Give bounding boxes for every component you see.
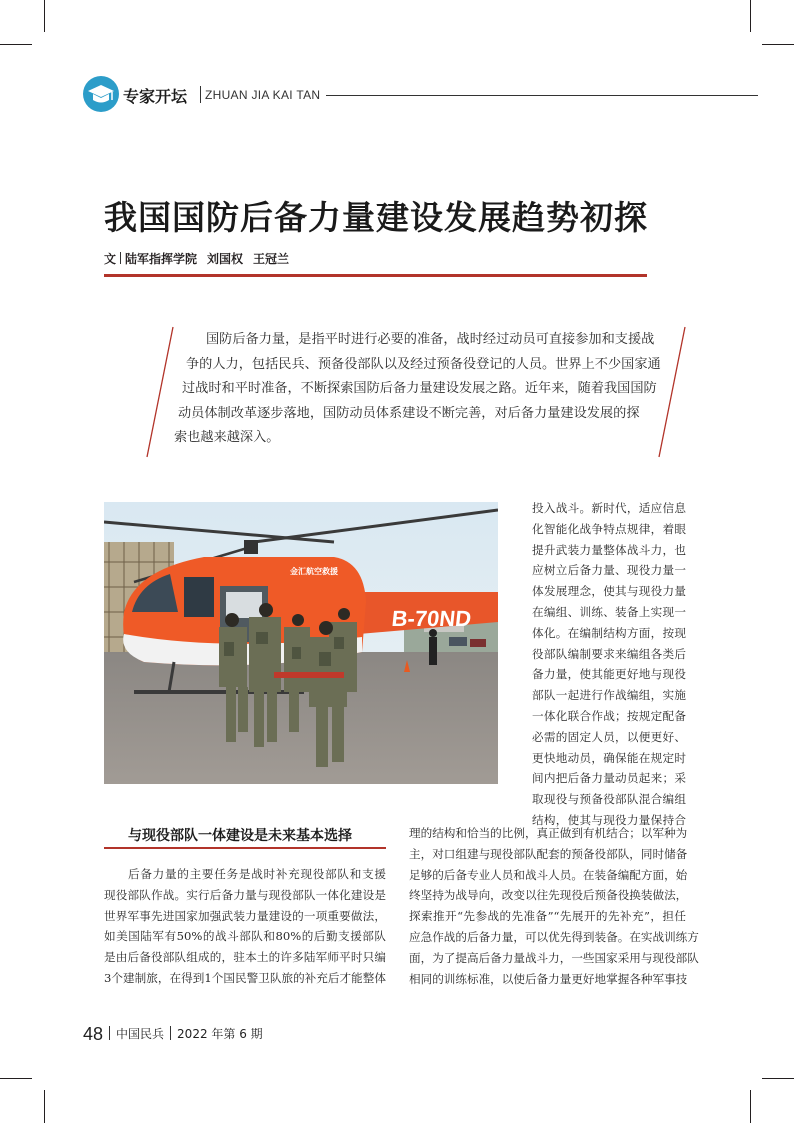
text-line: 后备力量的主要任务是战时补充现役部队和支援 — [128, 867, 386, 881]
section-heading: 与现役部队一体建设是未来基本选择 — [128, 828, 352, 844]
page-number: 48 — [83, 1024, 104, 1044]
text-line: 一体化联合作战；按规定配备 — [532, 708, 686, 723]
graduation-cap-icon — [83, 76, 119, 112]
right-column — [532, 498, 686, 831]
text-line: 相同的训练标准，以使后备力量更好地掌握各种军事技 — [409, 971, 688, 986]
magazine-name: 中国民兵 — [116, 1027, 165, 1041]
text-line: 世界军事先进国家加强武装力量建设的一项重要做法， — [104, 908, 386, 923]
crop-mark — [44, 0, 45, 32]
author-affiliation: 陆军指挥学院 — [125, 252, 198, 266]
text-line: 体化。在编制结构方面，按现 — [532, 625, 686, 640]
abstract-line: 争的人力，包括民兵、预备役部队以及经过预备役登记的人员。世界上不少国家通 — [186, 356, 661, 372]
helicopter-logo-text: 金汇航空救援 — [290, 567, 338, 576]
text-line: 投入战斗。新时代，适应信息 — [532, 501, 686, 515]
crop-mark — [0, 44, 32, 45]
text-line: 体发展理念，使其与现役力量 — [532, 584, 686, 599]
text-line: 化智能化战争特点规律，着眼 — [532, 521, 686, 536]
text-line: 必需的固定人员，以便更好、 — [532, 729, 686, 744]
text-line: 终坚持为战导向，改变以往先现役后预备役换装做法， — [409, 888, 688, 903]
text-line: 应急作战的后备力量，可以优先得到装备。在实战训练方 — [409, 929, 699, 944]
crop-mark — [762, 1078, 794, 1079]
abstract-line: 过战时和平时准备，不断探索国防后备力量建设发展之路。近年来，随着我国国防 — [182, 381, 657, 396]
text-line: 备力量，使其能更好地与现役 — [532, 667, 686, 682]
article-photo — [104, 502, 498, 784]
section-name: 专家开坛 — [123, 87, 188, 106]
text-line: 役部队编制要求来编组各类后 — [532, 646, 686, 661]
crop-mark — [762, 44, 794, 45]
text-line: 主，对口组建与现役部队配套的预备役部队，同时储备 — [409, 846, 688, 861]
text-line: 是由后备役部队组成的，驻本土的许多陆军师平时只编 — [104, 950, 386, 965]
crop-mark — [44, 1090, 45, 1123]
text-line: 如美国陆军有50%的战斗部队和80%的后勤支援部队 — [104, 929, 386, 944]
text-line: 足够的后备专业人员和战斗人员。在装备编配方面，始 — [409, 867, 688, 882]
text-line: 应树立后备力量、现役力量一 — [532, 563, 686, 578]
text-line: 理的结构和恰当的比例，真正做到有机结合；以军种为 — [409, 826, 688, 840]
text-line: 提升武装力量整体战斗力，也 — [532, 542, 686, 557]
text-line: 探索推开“先参战的先准备”“先展开的先补充”，担任 — [409, 909, 686, 924]
page-footer — [83, 1024, 263, 1045]
text-line: 结构，使其与现役力量保持合 — [532, 812, 686, 827]
text-line: 取现役与预备役部队混合编组 — [532, 792, 686, 807]
crop-mark — [750, 1090, 751, 1123]
byline-prefix: 文 — [104, 252, 117, 266]
issue-label: 2022 年第 6 期 — [177, 1027, 263, 1041]
crop-mark — [750, 0, 751, 32]
text-line: 在编组、训练、装备上实现一 — [532, 604, 686, 619]
title-rule — [104, 274, 647, 277]
article-title: 我国国防后备力量建设发展趋势初探 — [104, 198, 648, 237]
crop-mark — [0, 1078, 32, 1079]
helicopter-registration: B-70ND — [390, 606, 473, 631]
text-line: 3个建制旅，在得到1个国民警卫队旅的补充后才能整体 — [104, 970, 386, 985]
text-line: 更快地动员，确保能在规定时 — [532, 750, 686, 765]
text-line: 间内把后备力量动员起来；采 — [532, 771, 686, 786]
section-pinyin: ZHUAN JIA KAI TAN — [205, 88, 321, 102]
text-line: 面，为了提高后备力量战斗力，一些国家采用与现役部队 — [409, 950, 699, 965]
header-rule — [326, 95, 758, 96]
text-line: 部队一起进行作战编组，实施 — [532, 688, 686, 703]
abstract — [172, 328, 664, 451]
abstract-line: 索也越来越深入。 — [174, 430, 280, 445]
text-line: 现役部队作战。实行后备力量与现役部队一体化建设是 — [104, 887, 386, 902]
right-bottom-column — [409, 823, 699, 989]
abstract-line: 动员体制改革逐步落地，国防动员体系建设不断完善，对后备力量建设发展的探 — [178, 405, 640, 421]
section-heading-underline — [104, 847, 386, 849]
left-column — [104, 864, 386, 989]
author-name: 王冠兰 — [253, 252, 290, 266]
byline — [104, 250, 289, 267]
abstract-line: 国防后备力量，是指平时进行必要的准备，战时经过动员可直接参加和支援战 — [206, 332, 655, 347]
header-divider — [200, 86, 201, 103]
author-name: 刘国权 — [207, 252, 244, 266]
